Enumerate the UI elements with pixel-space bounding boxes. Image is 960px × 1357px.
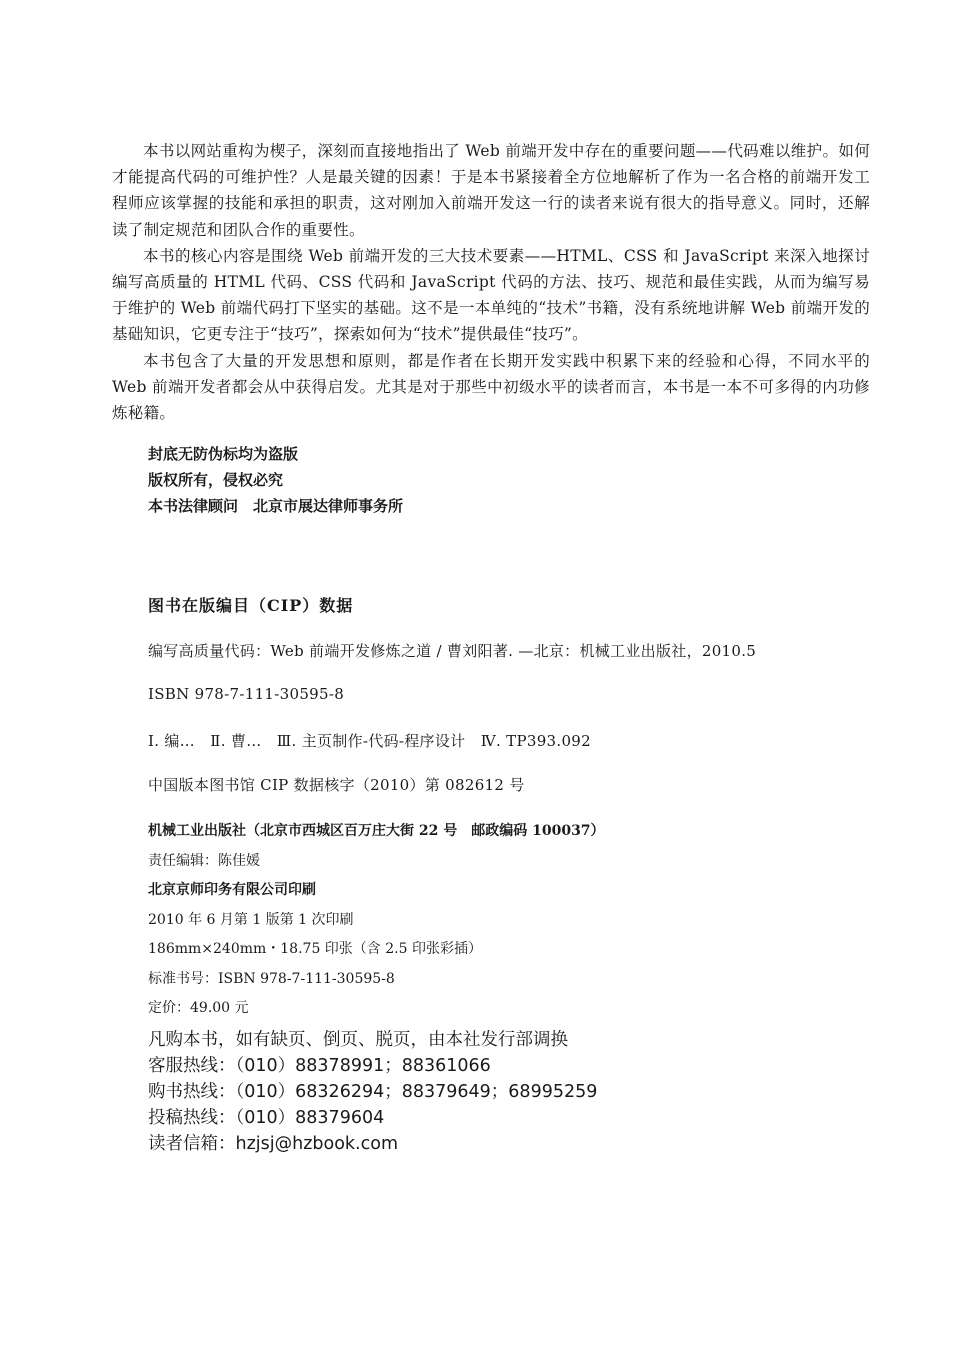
publisher: 机械工业出版社（北京市西城区百万庄大街 22 号 邮政编码 100037） <box>148 823 605 839</box>
description-paragraph: 本书以网站重构为楔子，深刻而直接地指出了 Web 前端开发中存在的重要问题——代码难以维护。如何才能提高代码的可维护性？人是最关键的因素！于是本书紧接着全方位地解析了作为一名合格的前端开发工程师应该掌握的技能和承担的职责，这对刚加入前端开发这一行的读者来说有很大的指导意义。同时，还解读了制定规范和团队合作的重要性。 <box>112 142 870 239</box>
legal-counsel: 本书法律顾问 北京市展达律师事务所 <box>148 497 404 515</box>
cip-book-line: 编写高质量代码：Web 前端开发修炼之道 / 曹刘阳著. —北京：机械工业出版社，2010.5 <box>148 642 757 660</box>
description-paragraph: 本书的核心内容是围绕 Web 前端开发的三大技术要素——HTML、CSS 和 JavaScript 来深入地探讨编写高质量的 HTML 代码、CSS 代码和 JavaScript 代码的方法、技巧、规范和最佳实践，从而为编写易于维护的 Web 前端代码打下坚实的基础。这不是一本单纯的“技术”书籍，没有系统地讲解 Web 前端开发的基础知识，它更专注于“技巧”，探索如何为“技术”提供最佳“技巧”。 <box>112 246 870 344</box>
publishing-info <box>148 817 605 1024</box>
contact-info <box>148 1027 597 1157</box>
book-description <box>112 138 870 426</box>
copyright-notices <box>148 441 403 519</box>
purchase-hotline: 购书热线：（010）68326294；88379649；68995259 <box>148 1082 598 1102</box>
defect-notice: 凡购本书，如有缺页、倒页、脱页，由本社发行部调换 <box>148 1030 568 1050</box>
printer: 北京京师印务有限公司印刷 <box>148 882 316 898</box>
standard-isbn: 标准书号：ISBN 978-7-111-30595-8 <box>148 970 395 987</box>
format: 186mm×240mm・18.75 印张（含 2.5 印张彩插） <box>148 941 482 957</box>
reader-email: 读者信箱：hzjsj@hzbook.com <box>148 1134 398 1154</box>
submission-hotline: 投稿热线：（010）88379604 <box>148 1108 385 1128</box>
cip-title: 图书在版编目（CIP）数据 <box>148 596 354 615</box>
description-paragraph: 本书包含了大量的开发思想和原则，都是作者在长期开发实践中积累下来的经验和心得，不同水平的 Web 前端开发者都会从中获得启发。尤其是对于那些中初级水平的读者而言，本书是一本不可多得的内功修炼秘籍。 <box>112 351 870 423</box>
cip-library-code: 中国版本图书馆 CIP 数据核字（2010）第 082612 号 <box>148 776 525 794</box>
anti-counterfeit-notice: 封底无防伪标均为盗版 <box>148 445 299 463</box>
cip-isbn: ISBN 978-7-111-30595-8 <box>148 685 345 703</box>
copyright-notice: 版权所有，侵权必究 <box>148 471 284 489</box>
price: 定价：49.00 元 <box>148 1000 249 1016</box>
edition: 2010 年 6 月第 1 版第 1 次印刷 <box>148 911 354 928</box>
cip-classification: Ⅰ. 编… Ⅱ. 曹… Ⅲ. 主页制作-代码-程序设计 Ⅳ. TP393.092 <box>148 732 591 750</box>
service-hotline: 客服热线：（010）88378991；88361066 <box>148 1056 491 1076</box>
editor: 责任编辑：陈佳媛 <box>148 852 260 869</box>
